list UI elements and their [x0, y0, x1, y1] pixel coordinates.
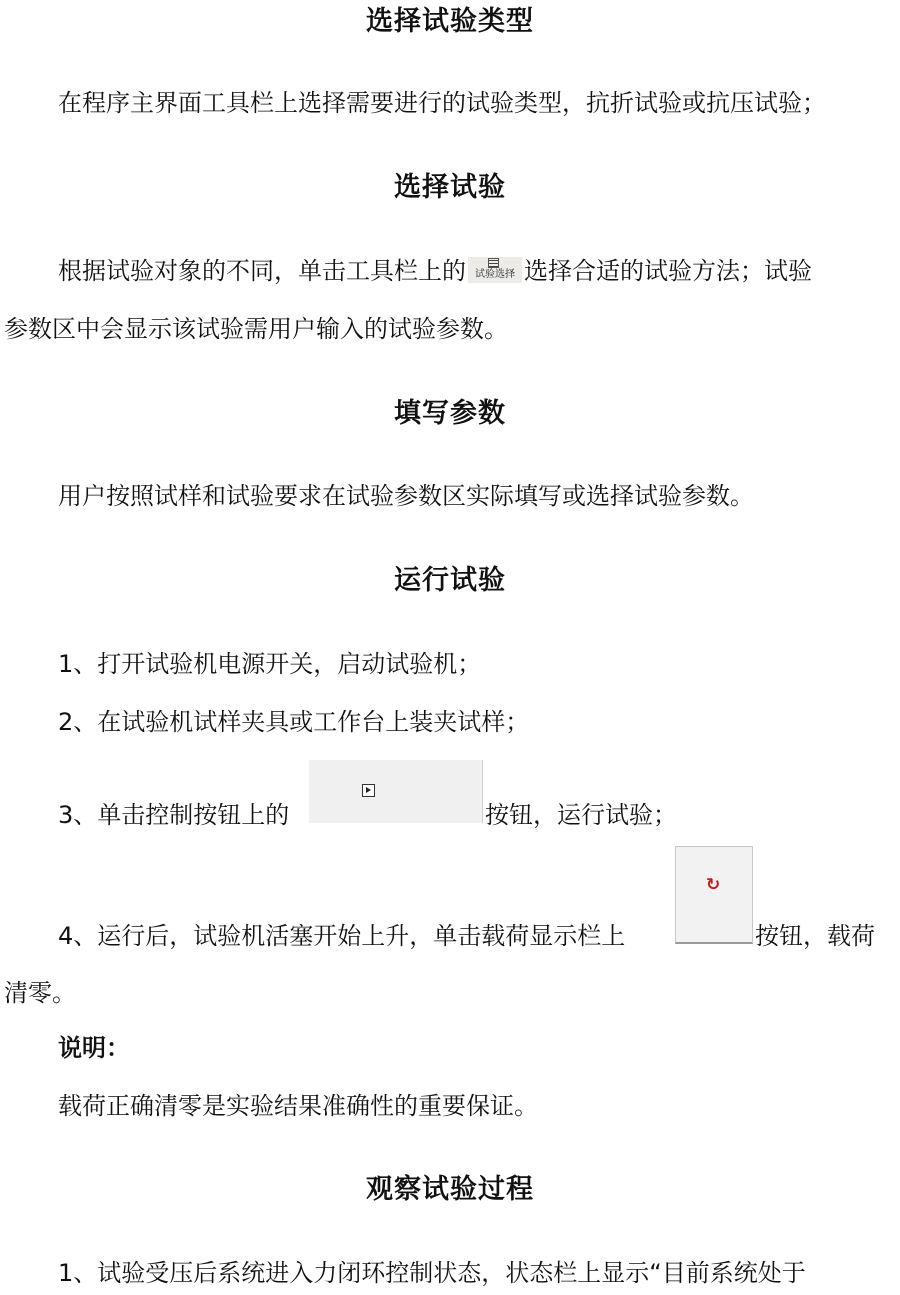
note-title: 说明： [58, 1034, 130, 1062]
test-select-icon [488, 258, 499, 268]
run-step-3-prefix: 3、单击控制按钮上的 [58, 801, 290, 829]
text-segment: 根据试验对象的不同，单击工具栏上的 [58, 257, 466, 285]
heading-select-test-type: 选择试验类型 [366, 6, 534, 37]
play-icon [362, 784, 375, 797]
paragraph-select-test-line2: 参数区中会显示该试验需用户输入的试验参数。 [4, 315, 508, 343]
run-step-4-suffix: 按钮，载荷 [755, 922, 875, 950]
observe-step-1: 1、试验受压后系统进入力闭环控制状态，状态栏上显示“目前系统处于 [58, 1259, 806, 1287]
heading-run-test: 运行试验 [394, 565, 506, 596]
heading-observe-process: 观察试验过程 [366, 1174, 534, 1205]
run-step-1: 1、打开试验机电源开关，启动试验机； [58, 650, 482, 678]
run-step-4-prefix: 4、运行后，试验机活塞开始上升，单击载荷显示栏上 [58, 922, 626, 950]
paragraph-select-test-type: 在程序主界面工具栏上选择需要进行的试验类型，抗折试验或抗压试验； [58, 89, 826, 117]
zero-button[interactable] [675, 846, 753, 944]
run-step-3-suffix: 按钮，运行试验； [485, 801, 677, 829]
note-text: 载荷正确清零是实验结果准确性的重要保证。 [58, 1092, 538, 1120]
test-select-label: 试验选择 [475, 269, 515, 280]
text-segment: 选择合适的试验方法；试验 [524, 257, 812, 285]
test-select-toolbar-button[interactable] [468, 257, 522, 283]
paragraph-select-test-line1 [58, 254, 812, 288]
run-step-4-continuation: 清零。 [4, 979, 76, 1007]
run-button[interactable] [309, 760, 483, 823]
heading-fill-params: 填写参数 [394, 398, 506, 429]
run-step-2: 2、在试验机试样夹具或工作台上装夹试样； [58, 708, 530, 736]
refresh-icon: ↻ [706, 875, 721, 895]
heading-select-test: 选择试验 [394, 172, 506, 203]
paragraph-fill-params: 用户按照试样和试验要求在试验参数区实际填写或选择试验参数。 [58, 482, 754, 510]
